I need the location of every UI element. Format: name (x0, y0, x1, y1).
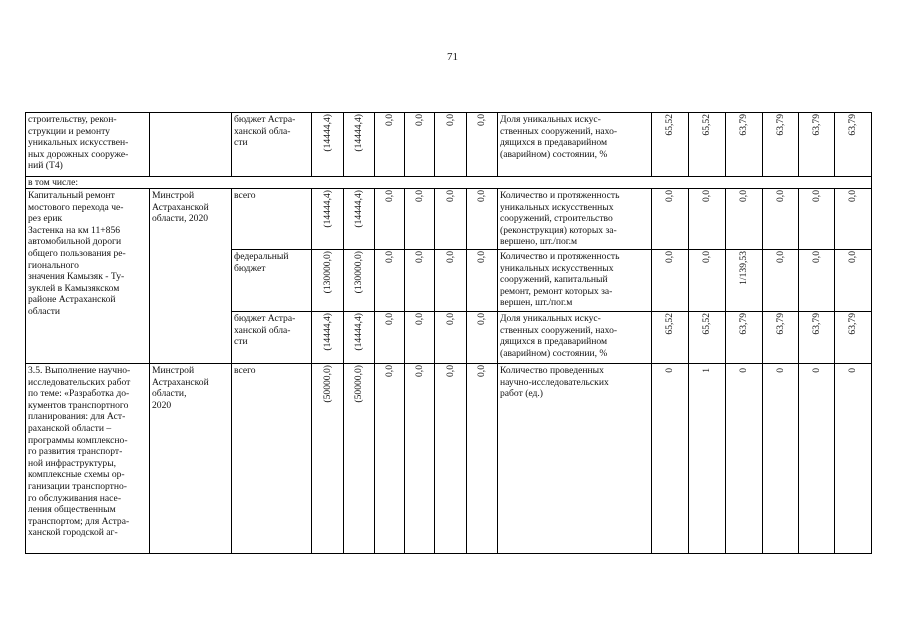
table-row (26, 189, 872, 250)
indicator-value-cell: 0,0 (689, 249, 726, 311)
indicator-value-cell: 0,0 (726, 189, 763, 250)
indicator-value-cell: 1 (689, 363, 726, 553)
table-row (26, 177, 872, 189)
year-2023-cell: 0,0 (435, 311, 467, 363)
table-row (26, 363, 872, 553)
measure-cell: Капитальный ремонт мостового перехода че- рез ерик Застенка на км 11+856 автомобильной дороги общего пользования ре- гионального значения Камызяк - Ту- зуклей в Камызякском районе Астраханской области (26, 189, 150, 364)
indicator-cell: Количество и протяженность уникальных искусственных сооружений, строительство (реконструкция) которых за- вершено, шт./пог.м (498, 189, 652, 250)
executor-cell: Минстрой Астраханской области, 2020 (150, 363, 232, 553)
year-2021-cell: 0,0 (375, 311, 405, 363)
indicator-value-cell: 65,52 (652, 113, 689, 177)
indicator-cell: Доля уникальных искус- ственных сооружений, нахо- дящихся в предаварийном (аварийном) состоянии, % (498, 311, 652, 363)
indicator-value-cell: 0,0 (763, 189, 799, 250)
total-cell: (50000,0) (312, 363, 344, 553)
total-cell: (14444,4) (312, 113, 344, 177)
year-2024-cell: 0,0 (467, 311, 498, 363)
year-2024-cell: 0,0 (467, 189, 498, 250)
funding-source-cell: федеральный бюджет (232, 249, 312, 311)
indicator-value-cell: 65,52 (689, 113, 726, 177)
year-2022-cell: 0,0 (405, 249, 435, 311)
year-2022-cell: 0,0 (405, 311, 435, 363)
funding-source-cell: бюджет Астра- ханской обла- сти (232, 311, 312, 363)
year-2020-cell: (14444,4) (344, 113, 375, 177)
total-cell: (14444,4) (312, 311, 344, 363)
executor-cell: Минстрой Астраханской области, 2020 (150, 189, 232, 364)
indicator-value-cell: 0 (652, 363, 689, 553)
including-label: в том числе: (26, 177, 872, 189)
indicator-value-cell: 0 (763, 363, 799, 553)
funding-source-cell: всего (232, 189, 312, 250)
indicator-value-cell: 0,0 (799, 249, 835, 311)
total-cell: (130000,0) (312, 249, 344, 311)
indicator-value-cell: 0 (726, 363, 763, 553)
indicator-cell: Количество проведенных научно-исследовательских работ (ед.) (498, 363, 652, 553)
year-2023-cell: 0,0 (435, 363, 467, 553)
year-2022-cell: 0,0 (405, 113, 435, 177)
year-2024-cell: 0,0 (467, 249, 498, 311)
year-2021-cell: 0,0 (375, 189, 405, 250)
indicator-value-cell: 63,79 (763, 113, 799, 177)
indicator-value-cell: 0 (799, 363, 835, 553)
year-2021-cell: 0,0 (375, 113, 405, 177)
year-2021-cell: 0,0 (375, 249, 405, 311)
page-number: 71 (447, 51, 458, 63)
indicator-value-cell: 0 (835, 363, 872, 553)
year-2023-cell: 0,0 (435, 189, 467, 250)
indicator-value-cell: 63,79 (799, 113, 835, 177)
year-2020-cell: (14444,4) (344, 189, 375, 250)
indicator-cell: Доля уникальных искус- ственных сооружений, нахо- дящихся в предаварийном (аварийном) состоянии, % (498, 113, 652, 177)
indicator-cell: Количество и протяженность уникальных искусственных сооружений, капитальный ремонт, ремонт которых за- вершен, шт./пог.м (498, 249, 652, 311)
measure-cell: 3.5. Выполнение научно- исследовательских работ по теме: «Разработка до- кументов транспортного планирования: для Аст- раханской области – программы комплексно- го развития транспорт- ной инфраструктуры, комплексные схемы ор- ганизации транспортно- го обслуживания насе- ления общественным транспортом; для Астра- ханской городской аг- (26, 363, 150, 553)
indicator-value-cell: 63,79 (763, 311, 799, 363)
budget-table (25, 112, 872, 554)
indicator-value-cell: 0,0 (835, 189, 872, 250)
table-row (26, 113, 872, 177)
indicator-value-cell: 1/139,53 (726, 249, 763, 311)
indicator-value-cell: 63,79 (799, 311, 835, 363)
year-2024-cell: 0,0 (467, 363, 498, 553)
year-2020-cell: (130000,0) (344, 249, 375, 311)
year-2022-cell: 0,0 (405, 189, 435, 250)
year-2021-cell: 0,0 (375, 363, 405, 553)
indicator-value-cell: 63,79 (835, 113, 872, 177)
year-2020-cell: (14444,4) (344, 311, 375, 363)
measure-cell: строительству, рекон- струкции и ремонту уникальных искусствен- ных дорожных сооруже- ний (Т4) (26, 113, 150, 177)
indicator-value-cell: 63,79 (835, 311, 872, 363)
funding-source-cell: всего (232, 363, 312, 553)
year-2023-cell: 0,0 (435, 249, 467, 311)
indicator-value-cell: 65,52 (689, 311, 726, 363)
year-2023-cell: 0,0 (435, 113, 467, 177)
year-2024-cell: 0,0 (467, 113, 498, 177)
indicator-value-cell: 0,0 (689, 189, 726, 250)
indicator-value-cell: 63,79 (726, 311, 763, 363)
year-2020-cell: (50000,0) (344, 363, 375, 553)
funding-source-cell: бюджет Астра- ханской обла- сти (232, 113, 312, 177)
indicator-value-cell: 65,52 (652, 311, 689, 363)
indicator-value-cell: 0,0 (799, 189, 835, 250)
total-cell: (14444,4) (312, 189, 344, 250)
year-2022-cell: 0,0 (405, 363, 435, 553)
indicator-value-cell: 63,79 (726, 113, 763, 177)
indicator-value-cell: 0,0 (835, 249, 872, 311)
indicator-value-cell: 0,0 (763, 249, 799, 311)
executor-cell (150, 113, 232, 177)
indicator-value-cell: 0,0 (652, 189, 689, 250)
indicator-value-cell: 0,0 (652, 249, 689, 311)
